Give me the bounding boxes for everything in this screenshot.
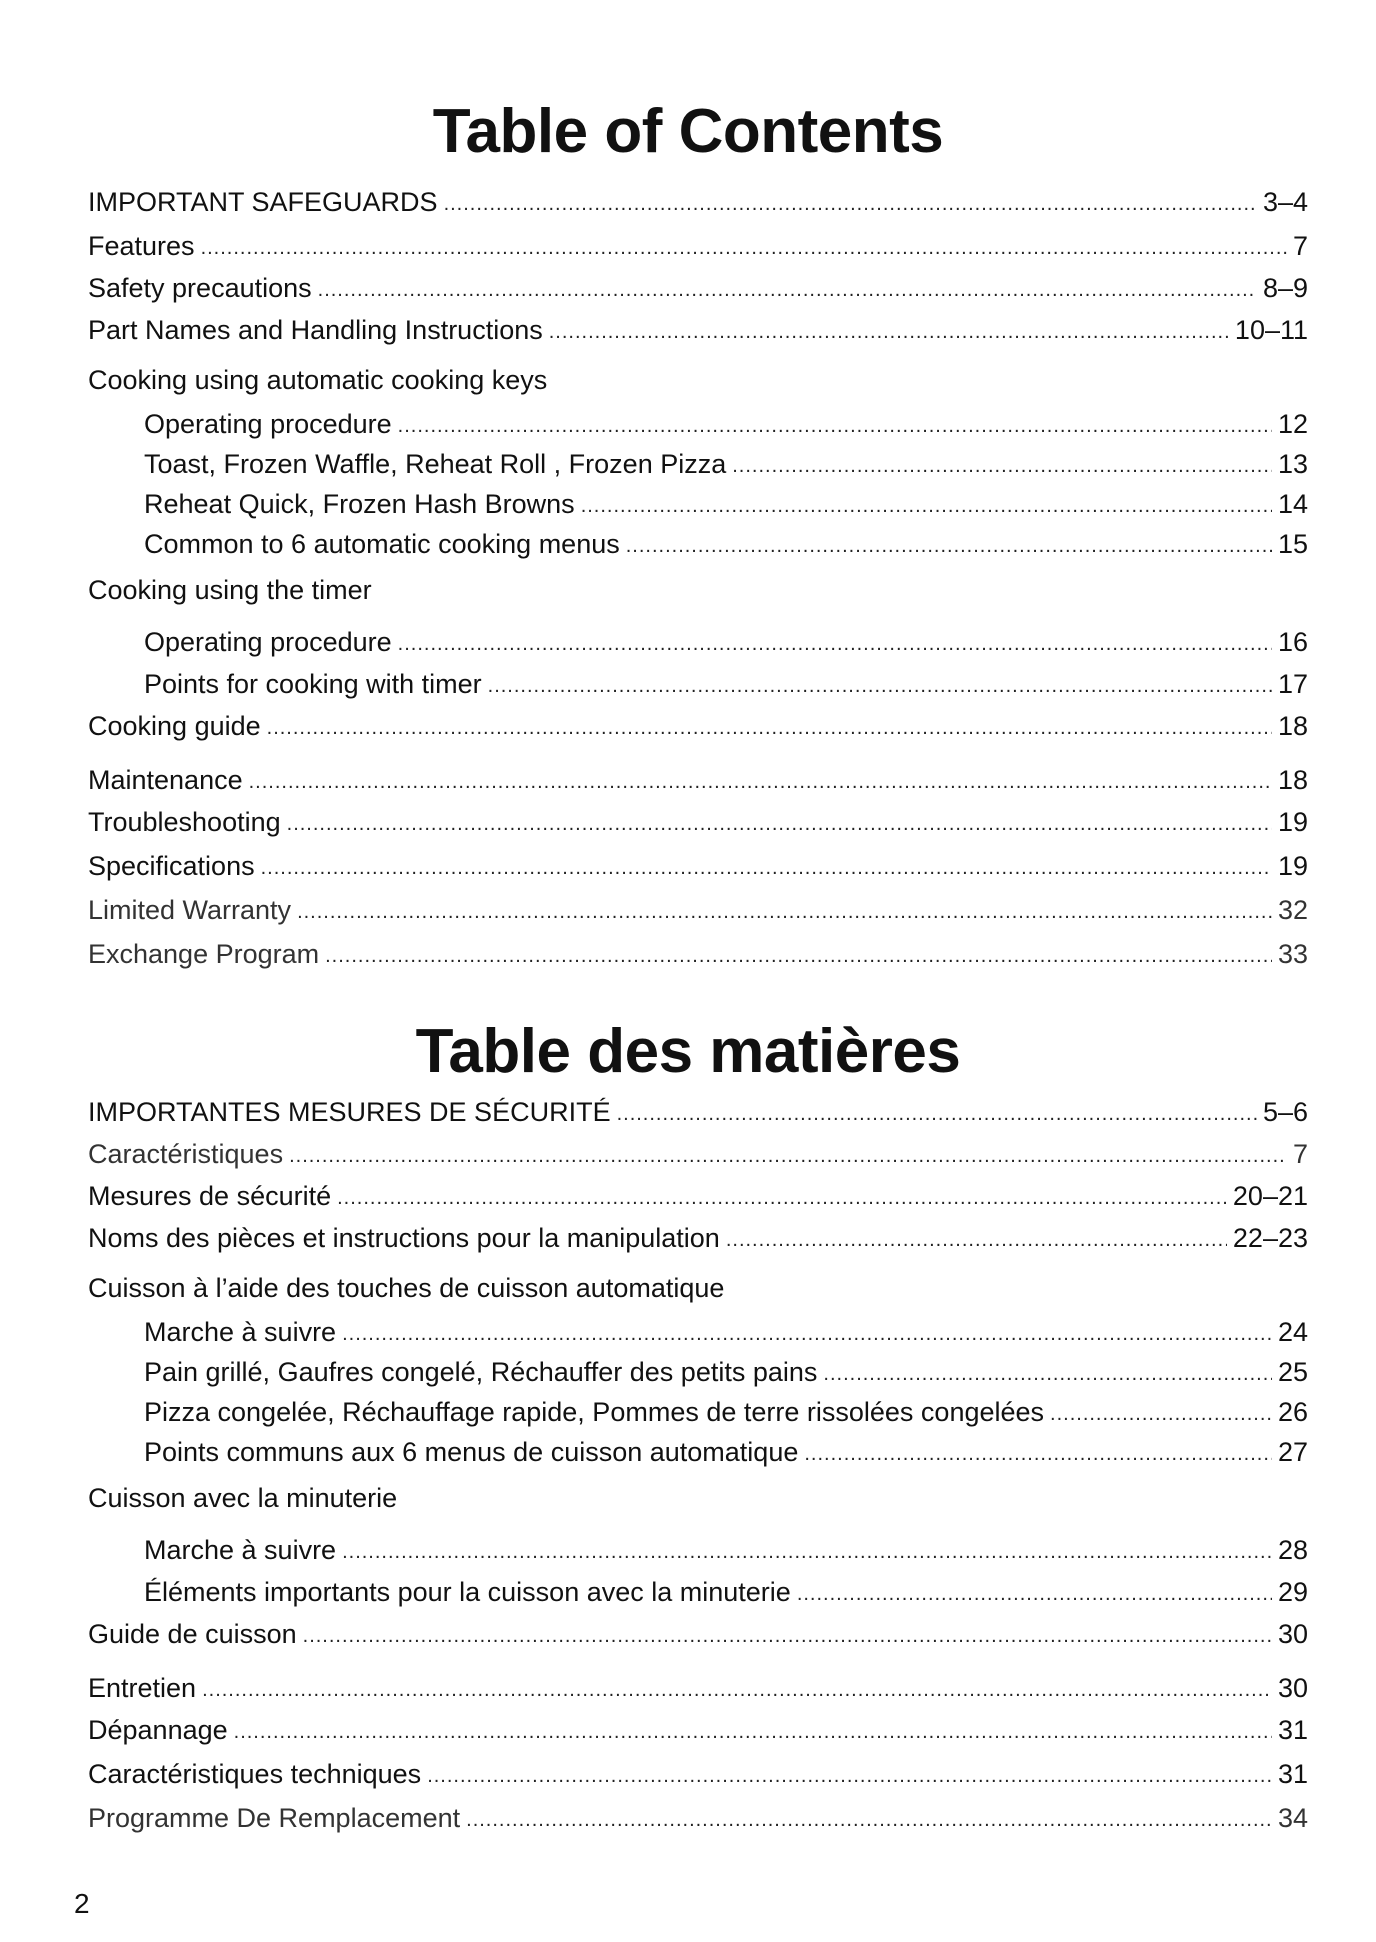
toc-entry [88,1134,1308,1170]
toc-entry-page: 34 [1277,1803,1308,1833]
toc-entry-label: Maintenance [88,765,243,795]
dot-leader [488,672,1272,700]
dot-leader [267,714,1272,742]
toc-entry-label: Marche à suivre [144,1535,337,1565]
toc-entry-page: 28 [1277,1535,1308,1565]
dot-leader [202,1676,1272,1704]
toc-entry [88,890,1308,926]
toc-section-heading: Cooking using automatic cooking keys [88,365,548,395]
toc-entry-page: 15 [1277,529,1308,559]
toc-entry-page: 22–23 [1232,1223,1308,1253]
toc-entry-label: Caractéristiques techniques [88,1759,422,1789]
toc-entry-page: 29 [1277,1577,1308,1607]
toc-entry [88,934,1308,970]
toc-entry-label: IMPORTANTES MESURES DE SÉCURITÉ [88,1097,611,1127]
toc-entry-page: 30 [1277,1619,1308,1649]
toc-entry [88,268,1308,304]
dot-leader [797,1580,1272,1608]
toc-entry [88,802,1308,838]
toc-entry [144,622,1308,658]
toc-entry-page: 8–9 [1262,273,1308,303]
toc-entry-label: Programme De Remplacement [88,1803,461,1833]
toc-entry-page: 14 [1277,489,1308,519]
toc-entry-label: Part Names and Handling Instructions [88,315,543,345]
toc-entry [88,1092,1308,1128]
toc-entry [88,760,1308,796]
dot-leader [318,276,1257,304]
dot-leader [325,942,1272,970]
dot-leader [732,452,1272,480]
toc-entry [144,1392,1308,1428]
toc-entry-page: 16 [1277,627,1308,657]
toc-entry-page: 31 [1277,1759,1308,1789]
toc-entry [88,846,1308,882]
toc-entry [144,484,1308,520]
dot-leader [804,1440,1272,1468]
dot-leader [234,1718,1272,1746]
toc-entry-page: 30 [1277,1673,1308,1703]
toc-entry [144,404,1308,440]
toc-entry-page: 32 [1277,895,1308,925]
dot-leader [261,854,1272,882]
dot-leader [427,1762,1272,1790]
dot-leader [342,1538,1272,1566]
toc-section-heading: Cuisson à l’aide des touches de cuisson automatique [88,1273,725,1303]
dot-leader [303,1622,1272,1650]
toc-section-heading: Cooking using the timer [88,575,372,605]
toc-entry-page: 25 [1277,1357,1308,1387]
toc-entry [88,226,1308,262]
toc-entry [88,310,1308,346]
toc-entry-label: Pain grillé, Gaufres congelé, Réchauffer des petits pains [144,1357,818,1387]
page-number: 2 [74,1888,90,1919]
toc-entry [88,706,1308,742]
toc-entry-label: Points communs aux 6 menus de cuisson automatique [144,1437,799,1467]
toc-entry-label: Guide de cuisson [88,1619,297,1649]
toc-entry-page: 17 [1277,669,1308,699]
toc-entry [88,1668,1308,1704]
dot-leader [549,318,1229,346]
toc-entry-label: Specifications [88,851,255,881]
toc-entry [88,182,1308,218]
toc-entry-page: 27 [1277,1437,1308,1467]
toc-entry-label: Common to 6 automatic cooking menus [144,529,620,559]
toc-section-heading: Cuisson avec la minuterie [88,1483,398,1513]
toc-entry-label: Features [88,231,195,261]
toc-entry-page: 20–21 [1232,1181,1308,1211]
toc-entry [144,1312,1308,1348]
toc-entry-page: 18 [1277,711,1308,741]
toc-entry-label: Operating procedure [144,627,392,657]
toc-entry-page: 18 [1277,765,1308,795]
toc-entry-page: 26 [1277,1397,1308,1427]
toc-entry [88,1218,1308,1254]
toc-entry-label: Marche à suivre [144,1317,337,1347]
dot-leader [249,768,1272,796]
toc-title-english: Table of Contents [432,97,944,166]
toc-entry-label: Cooking guide [88,711,261,741]
toc-entry-label: Éléments importants pour la cuisson avec la minuterie [144,1577,791,1607]
toc-entry-page: 13 [1277,449,1308,479]
toc-entry [88,1710,1308,1746]
toc-entry-page: 10–11 [1234,315,1308,345]
toc-entry-label: Noms des pièces et instructions pour la manipulation [88,1223,720,1253]
toc-entry-label: Reheat Quick, Frozen Hash Browns [144,489,575,519]
toc-entry-page: 19 [1277,807,1308,837]
toc-entry-label: Points for cooking with timer [144,669,482,699]
toc-entry [144,444,1308,480]
toc-entry-page: 24 [1277,1317,1308,1347]
dot-leader [626,532,1272,560]
toc-entry-label: Troubleshooting [88,807,281,837]
dot-leader [726,1226,1227,1254]
toc-entry-page: 33 [1277,939,1308,969]
toc-entry [144,1530,1308,1566]
toc-entry [144,1572,1308,1608]
toc-entry [88,1754,1308,1790]
toc-entry [144,1352,1308,1388]
dot-leader [823,1360,1272,1388]
toc-entry-page: 12 [1277,409,1308,439]
dot-leader [617,1100,1257,1128]
dot-leader [297,898,1272,926]
toc-entry [88,1798,1308,1834]
toc-entry-label: Operating procedure [144,409,392,439]
dot-leader [342,1320,1272,1348]
toc-entry-page: 19 [1277,851,1308,881]
dot-leader [581,492,1272,520]
toc-entry-page: 3–4 [1262,187,1308,217]
toc-entry-label: Dépannage [88,1715,228,1745]
dot-leader [289,1142,1287,1170]
toc-entry-page: 31 [1277,1715,1308,1745]
toc-entry [88,1614,1308,1650]
dot-leader [1050,1400,1272,1428]
toc-entry [144,1432,1308,1468]
toc-title-french: Table des matières [415,1017,961,1086]
dot-leader [398,630,1272,658]
toc-entry-label: Pizza congelée, Réchauffage rapide, Pommes de terre rissolées congelées [144,1397,1045,1427]
dot-leader [201,234,1287,262]
toc-entry-label: Limited Warranty [88,895,292,925]
toc-entry-page: 7 [1292,231,1308,261]
toc-entry-label: Toast, Frozen Waffle, Reheat Roll , Frozen Pizza [144,449,727,479]
dot-leader [337,1184,1227,1212]
dot-leader [287,810,1272,838]
toc-entry-label: IMPORTANT SAFEGUARDS [88,187,438,217]
dot-leader [444,190,1257,218]
toc-entry-label: Caractéristiques [88,1139,284,1169]
toc-entry [88,1176,1308,1212]
toc-entry-label: Exchange Program [88,939,320,969]
toc-entry-label: Safety precautions [88,273,312,303]
toc-entry-label: Entretien [88,1673,197,1703]
dot-leader [398,412,1272,440]
dot-leader [466,1806,1272,1834]
toc-entry-page: 7 [1292,1139,1308,1169]
toc-entry-page: 5–6 [1262,1097,1308,1127]
toc-entry-label: Mesures de sécurité [88,1181,332,1211]
toc-entry [144,664,1308,700]
toc-entry [144,524,1308,560]
